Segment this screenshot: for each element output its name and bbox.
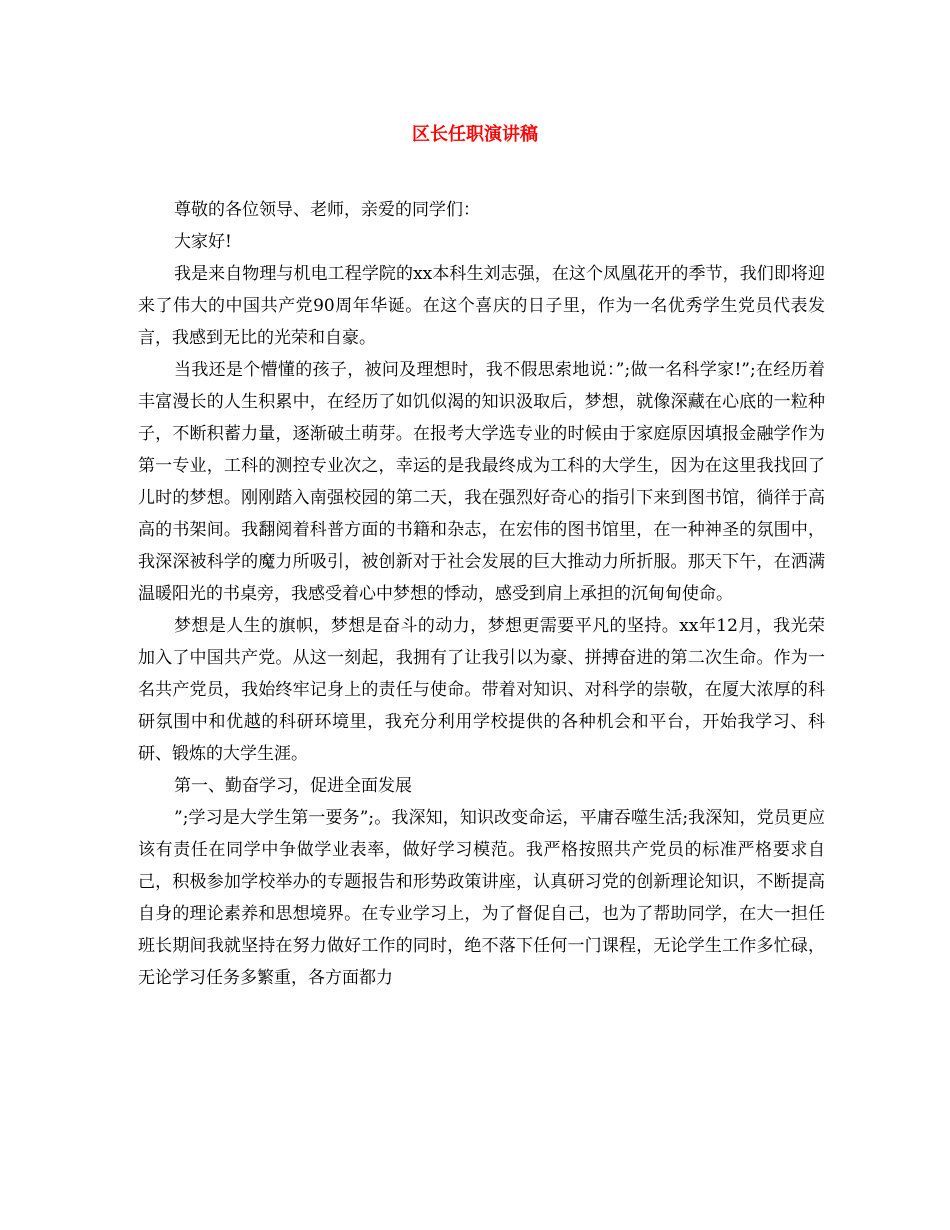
document-body	[138, 194, 825, 994]
body-paragraph: 我是来自物理与机电工程学院的xx本科生刘志强，在这个凤凰花开的季节，我们即将迎来了伟大的中国共产党90周年华诞。在这个喜庆的日子里，作为一名优秀学生党员代表发言，我感到无比的光荣和自豪。	[138, 264, 825, 348]
body-paragraph: 梦想是人生的旗帜，梦想是奋斗的动力，梦想更需要平凡的坚持。xx年12月，我光荣加入了中国共产党。从这一刻起，我拥有了让我引以为豪、拼搏奋进的第二次生命。作为一名共产党员，我始终牢记身上的责任与使命。带着对知识、对科学的崇敬，在厦大浓厚的科研氛围中和优越的科研环境里，我充分利用学校提供的各种机会和平台，开始我学习、科研、锻炼的大学生涯。	[138, 616, 825, 764]
greeting-paragraph: 大家好!	[174, 232, 232, 252]
body-paragraph: ”;学习是大学生第一要务”;。我深知，知识改变命运，平庸吞噬生活;我深知，党员更应该有责任在同学中争做学业表率，做好学习模范。我严格按照共产党员的标准严格要求自己，积极参加学校举办的专题报告和形势政策讲座，认真研习党的创新理论知识，不断提高自身的理论素养和思想境界。在专业学习上，为了督促自己，也为了帮助同学，在大一担任班长期间我就坚持在努力做好工作的同时，绝不落下任何一门课程，无论学生工作多忙碌，无论学习任务多繁重，各方面都力	[138, 808, 825, 988]
salutation-paragraph: 尊敬的各位领导、老师，亲爱的同学们：	[174, 200, 480, 220]
document-title: 区长任职演讲稿	[412, 124, 538, 145]
section-heading: 第一、勤奋学习，促进全面发展	[174, 776, 412, 796]
body-paragraph: 当我还是个懵懂的孩子，被问及理想时，我不假思索地说：”;做一名科学家!”;在经历着丰富漫长的人生积累中，在经历了如饥似渴的知识汲取后，梦想，就像深藏在心底的一粒种子，不断积蓄力量，逐渐破土萌芽。在报考大学选专业的时候由于家庭原因填报金融学作为第一专业，工科的测控专业次之，幸运的是我最终成为工科的大学生，因为在这里我找回了儿时的梦想。刚刚踏入南强校园的第二天，我在强烈好奇心的指引下来到图书馆，徜徉于高高的书架间。我翻阅着科普方面的书籍和杂志，在宏伟的图书馆里，在一种神圣的氛围中，我深深被科学的魔力所吸引，被创新对于社会发展的巨大推动力所折服。那天下午，在洒满温暖阳光的书桌旁，我感受着心中梦想的悸动，感受到肩上承担的沉甸甸使命。	[138, 360, 825, 604]
